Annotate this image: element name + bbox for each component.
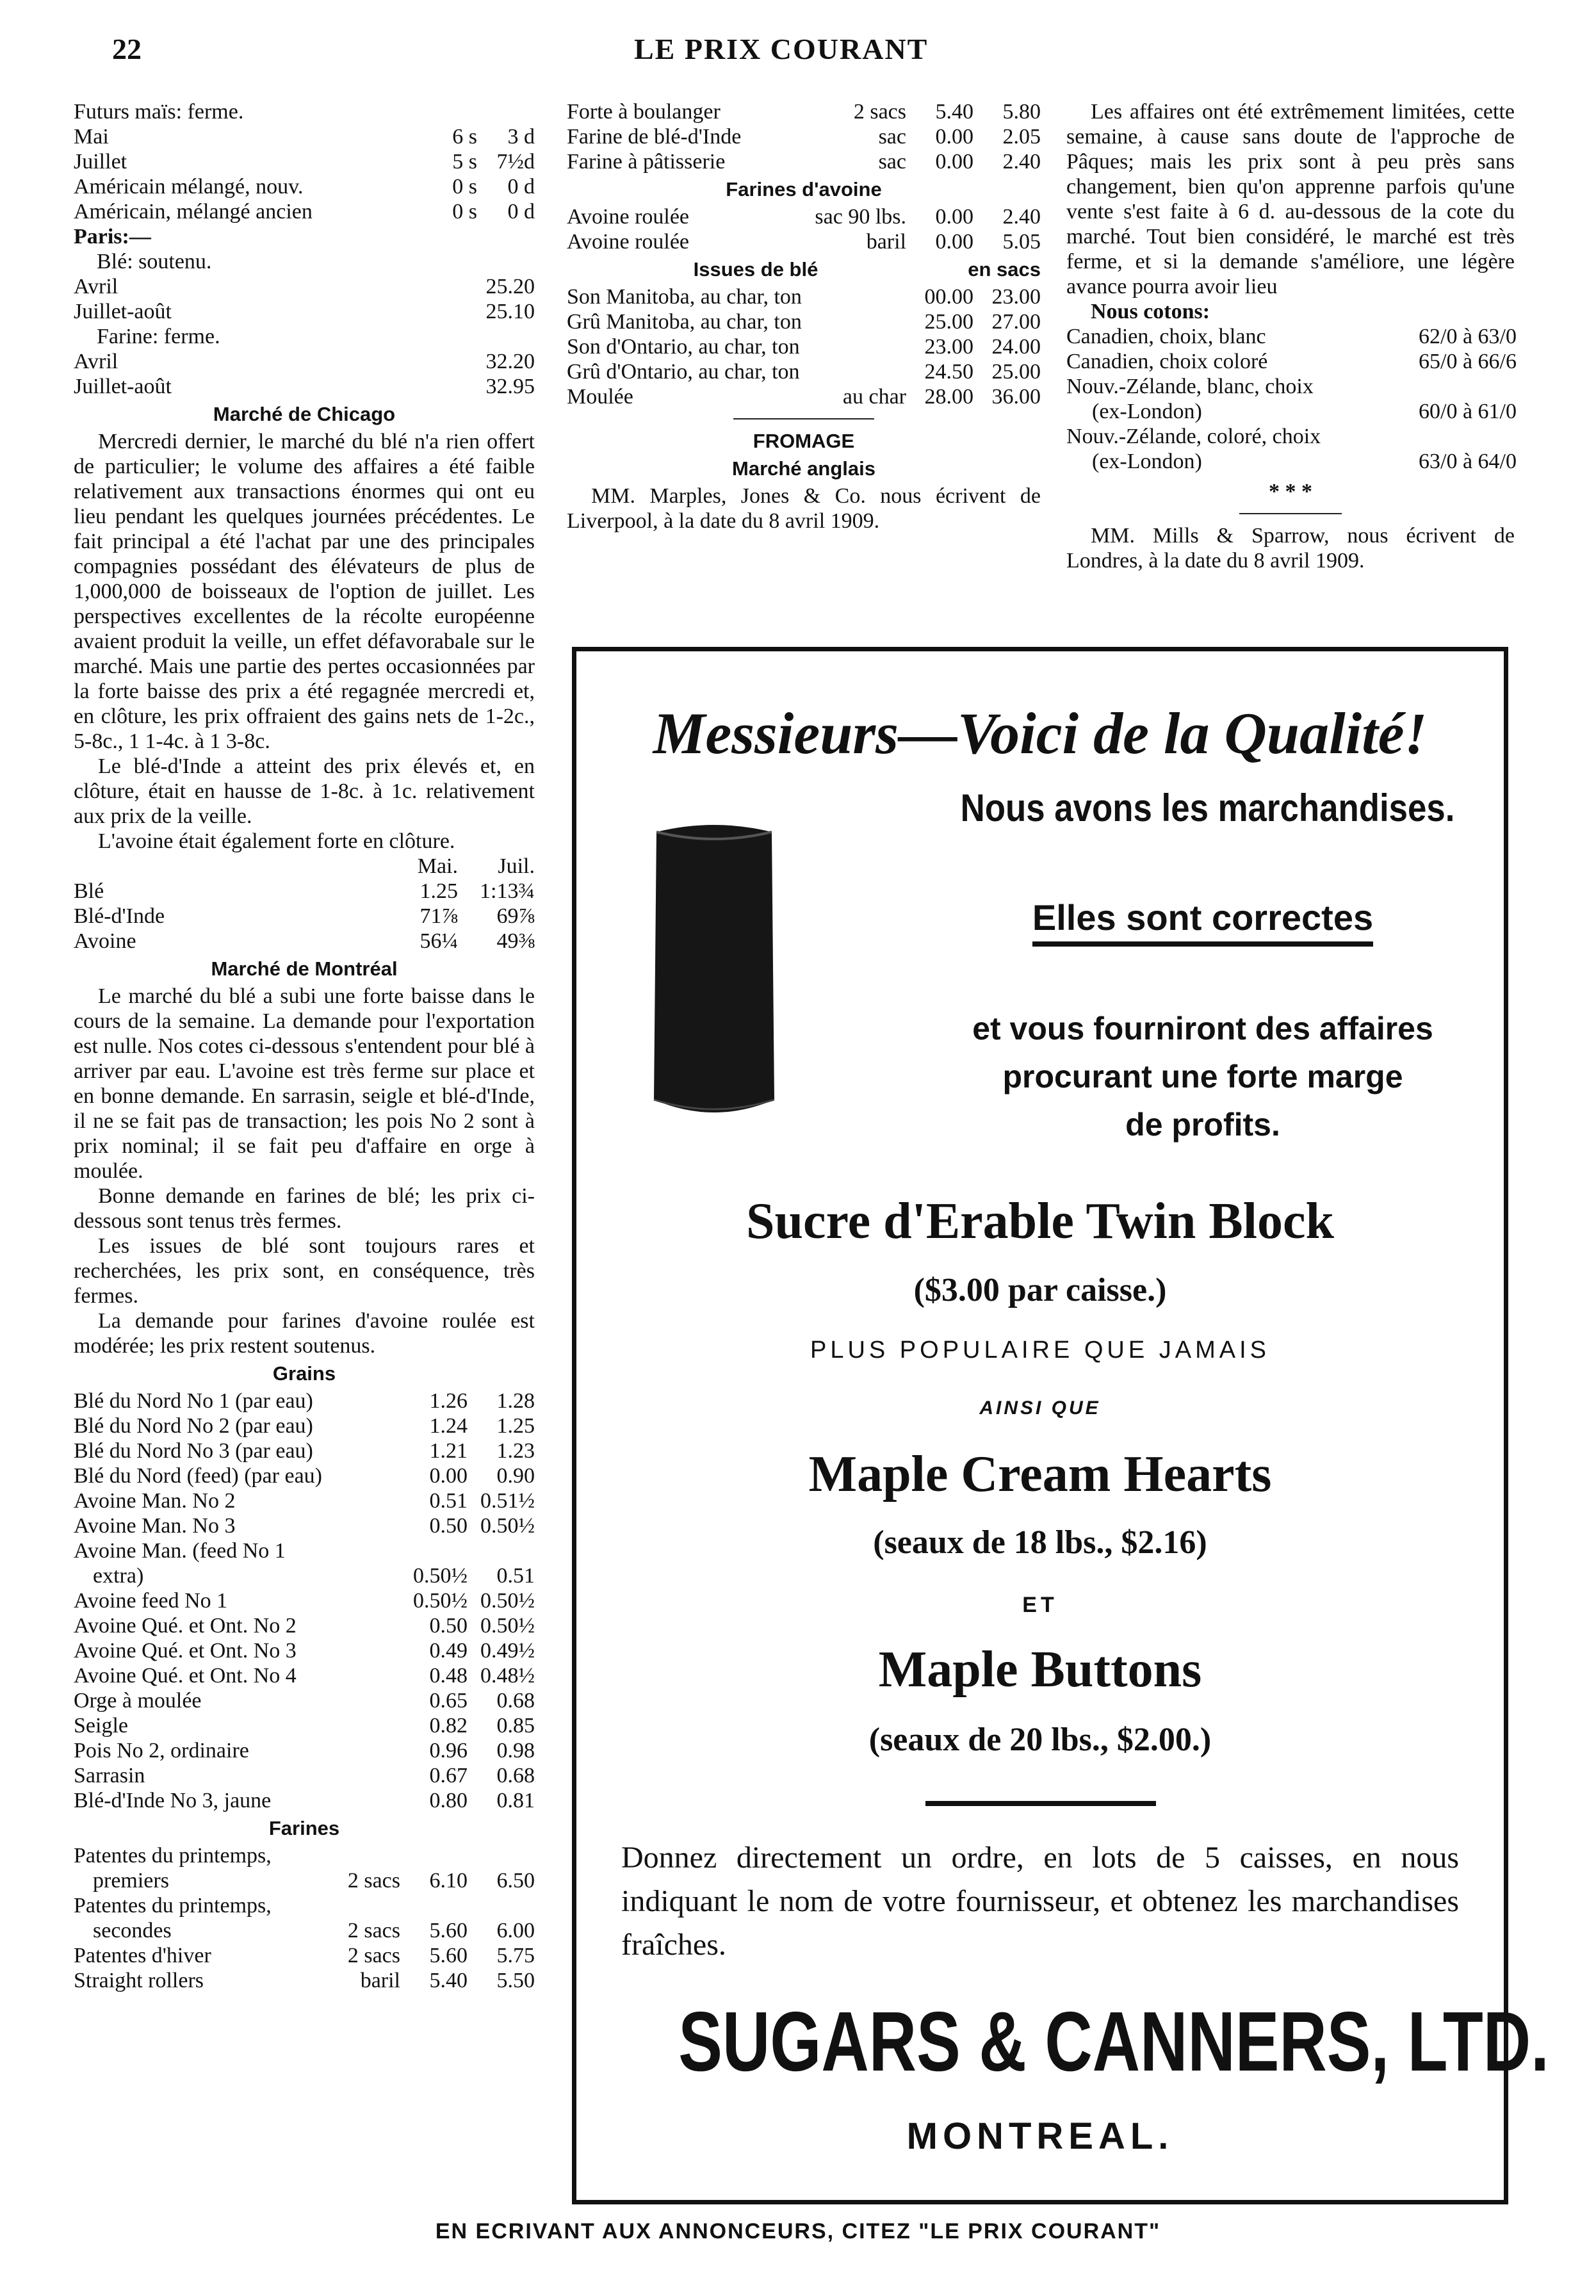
- coton-row-value: [1419, 374, 1515, 399]
- grain-row-label: Avoine feed No 1: [74, 1589, 228, 1613]
- chicago-row-a: 56¼: [419, 929, 458, 953]
- chicago-table: [74, 879, 535, 954]
- grain-row-a: 0.80: [429, 1789, 468, 1812]
- farine-top-row-label: Forte à boulanger: [567, 100, 721, 124]
- grain-row-b: 1.23: [496, 1439, 535, 1463]
- col3-divider: [1239, 513, 1342, 514]
- grain-row-label: Seigle: [74, 1714, 128, 1738]
- farine-top-row-unit: sac: [878, 150, 906, 174]
- avoine-row-label: Avoine roulée: [567, 230, 690, 254]
- chicago-row-label: Blé-d'Inde: [74, 904, 165, 928]
- issues-row-b: 27.00: [991, 310, 1041, 334]
- avoine-table: [567, 204, 1041, 254]
- grain-row-label: Avoine Man. No 3: [74, 1514, 236, 1538]
- ad-order-text: Donnez directement un ordre, en lots de 5 caisses, en nous indiquant le nom de votre fournisseur, et obtenez les marchandises fraîches.: [621, 1841, 1459, 1962]
- ble-heading: Blé: soutenu.: [97, 250, 212, 273]
- chicago-row-label: Avoine: [74, 929, 136, 953]
- grain-row-label: Blé du Nord No 3 (par eau): [74, 1439, 313, 1463]
- futurs-row-label: Juillet: [74, 150, 127, 174]
- farine-top-row-label: Farine à pâtisserie: [567, 150, 726, 174]
- issues-row-a: 24.50: [924, 360, 973, 384]
- grain-row-b: 0.68: [496, 1764, 535, 1787]
- grain-row-b: 1.25: [496, 1414, 535, 1438]
- maple-syrup-can-icon: [637, 818, 791, 1125]
- grain-row: [74, 1613, 535, 1638]
- issues-row: [567, 309, 1041, 334]
- grain-row-label: Avoine Qué. et Ont. No 4: [74, 1664, 297, 1688]
- grain-row-a: 0.67: [429, 1764, 468, 1787]
- farine-price-row: [74, 1843, 535, 1868]
- issues-row-label: Grû Manitoba, au char, ton: [567, 310, 802, 334]
- futurs-row-a: 6 s: [452, 125, 477, 149]
- ad-line-4: procurant une forte marge: [1002, 1059, 1403, 1095]
- farine-price-row-label: secondes: [93, 1919, 172, 1942]
- chicago-paragraph-1: Mercredi dernier, le marché du blé n'a rien offert de particulier; le volume des affaires a été faible relativement aux transactions énormes qui ont eu lieu pendant les quelques journées précédentes. Le fait principal a été l'achat par une des principales compagnies possédant des élévateurs de plus de 1,000,000 de boisseaux de l'option de juillet. Les perspectives excellentes de la récolte européenne avaient produit la veille, un effet défavorabale sur le marché. Mais une partie des pertes occasionnées par la forte baisse des prix a été regagnée mercredi et, en clôture, les prix offraient des gains nets de 1-2c., 5-8c., 1 1-4c. à 1 3-8c.: [74, 430, 535, 753]
- farine-price-row-b: 5.50: [496, 1969, 535, 1992]
- coton-row-label: Canadien, choix coloré: [1066, 350, 1268, 373]
- farine-price-row-unit: 2 sacs: [347, 1919, 400, 1942]
- issues-row: [567, 284, 1041, 309]
- farine-price-row-unit: 2 sacs: [347, 1869, 400, 1893]
- chicago-row: [74, 904, 535, 929]
- ad-product-1: Sucre d'Erable Twin Block: [746, 1193, 1334, 1250]
- ad-company-name: SUGARS & CANNERS, LTD.: [678, 1994, 1549, 2088]
- futurs-row-b: 3 d: [507, 125, 535, 149]
- marche-anglais-heading: Marché anglais: [732, 457, 875, 480]
- coton-row-label: Nouv.-Zélande, coloré, choix: [1066, 425, 1321, 448]
- grain-row: [74, 1763, 535, 1788]
- farine-price-row-label: Patentes du printemps,: [74, 1894, 272, 1917]
- futurs-row-label: Mai: [74, 125, 109, 149]
- farine-price-row-b: 5.75: [496, 1944, 535, 1967]
- farine-top-row-b: 2.05: [1002, 125, 1041, 149]
- futurs-row-a: 5 s: [452, 150, 477, 174]
- grain-row-label: Avoine Qué. et Ont. No 2: [74, 1614, 297, 1638]
- futurs-row: [74, 124, 535, 149]
- ble-row: [74, 299, 535, 324]
- grain-row: [74, 1663, 535, 1688]
- farine-price-row-a: [400, 1843, 468, 1868]
- grain-row: [74, 1738, 535, 1763]
- ad-popular: PLUS POPULAIRE QUE JAMAIS: [810, 1337, 1271, 1364]
- montreal-paragraph-1: Le marché du blé a subi une forte baisse dans le cours de la semaine. La demande pour l'exportation est nulle. Nos cotes ci-dessous s'entendent pour blé à arriver par eau. L'avoine est très ferme sur place et en bonne demande. En sarrasin, seigle et blé-d'Inde, il ne se fait pas de transaction; les pois No 2 sont à prix nominal; il se fait peu d'affaire en orge à moulée.: [74, 984, 535, 1183]
- chicago-row-b: 69⅞: [496, 904, 535, 928]
- montreal-paragraph-4: La demande pour farines d'avoine roulée est modérée; les prix restent soutenus.: [74, 1309, 535, 1358]
- grain-row-a: 0.50: [429, 1614, 468, 1638]
- issues-row: [567, 334, 1041, 359]
- grain-row-b: 0.81: [496, 1789, 535, 1812]
- ble-row-value: 25.10: [485, 300, 535, 323]
- fromage-paragraph: MM. Marples, Jones & Co. nous écrivent de Liverpool, à la date du 8 avril 1909.: [567, 484, 1041, 533]
- cotons-heading: Nous cotons:: [1091, 300, 1210, 323]
- divider: [733, 418, 874, 419]
- grain-row: [74, 1438, 535, 1463]
- farine-price-row-a: [400, 1893, 468, 1918]
- col3-paragraph-1: Les affaires ont été extrêmement limitées, cette semaine, à cause sans doute de l'approche de Pâques; mais les prix sont à peu près sans changement, bien qu'on apprenne parfois qu'une vente s'est faite à 6 d. au-dessous de la cote du marché. Tout bien considéré, le marché est très ferme, et si la demande s'améliore, une légère avance pourra avoir lieu: [1066, 100, 1515, 298]
- issues-row-a: 25.00: [924, 310, 973, 334]
- grain-row-label: extra): [93, 1564, 144, 1588]
- futurs-row-b: 7½d: [496, 150, 535, 174]
- farine-price-row-unit: [323, 1843, 400, 1868]
- futurs-row-a: 0 s: [452, 175, 477, 199]
- ad-line-1: Nous avons les marchandises.: [960, 786, 1455, 829]
- farine-row-label: Juillet-août: [74, 375, 172, 398]
- futurs-row: [74, 199, 535, 224]
- grain-row: [74, 1713, 535, 1738]
- ad-price-3: (seaux de 20 lbs., $2.00.): [868, 1722, 1212, 1758]
- farine-top-row-a: 5.40: [935, 100, 973, 124]
- grain-row: [74, 1388, 535, 1413]
- coton-row-label: Canadien, choix, blanc: [1066, 325, 1266, 348]
- farine-top-row: [567, 124, 1041, 149]
- issues-heading: Issues de blé: [693, 258, 818, 281]
- grain-row-b: 0.51½: [480, 1489, 535, 1513]
- farine-price-row: [74, 1918, 535, 1943]
- grain-row-a: 0.50½: [413, 1564, 468, 1588]
- grain-row-b: 0.49½: [480, 1639, 535, 1663]
- avoine-row: [567, 204, 1041, 229]
- grain-row-a: 0.50½: [413, 1589, 468, 1613]
- avoine-row-unit: sac 90 lbs.: [815, 205, 906, 229]
- farine-price-row: [74, 1893, 535, 1918]
- issues-row-unit: au char: [842, 385, 906, 409]
- grain-row-a: 0.96: [429, 1739, 468, 1763]
- issues-row-a: 00.00: [924, 285, 973, 309]
- avoine-row-b: 2.40: [1002, 205, 1041, 229]
- grain-row: [74, 1588, 535, 1613]
- issues-table: [567, 284, 1041, 409]
- issues-row-a: 23.00: [924, 335, 973, 359]
- farine-price-row-a: 5.60: [429, 1944, 468, 1967]
- farine-row: [74, 349, 535, 374]
- paris-heading: Paris:—: [74, 225, 151, 248]
- farine-heading: Farine: ferme.: [97, 325, 220, 348]
- grain-row-a: 0.50: [429, 1514, 468, 1538]
- grain-row-a: 1.21: [429, 1439, 468, 1463]
- coton-row: [1066, 349, 1515, 374]
- grain-row-a: 0.51: [429, 1489, 468, 1513]
- grain-row-label: Avoine Man. No 2: [74, 1489, 236, 1513]
- issues-unit: en sacs: [968, 258, 1041, 281]
- grain-row-a: 0.65: [429, 1689, 468, 1713]
- issues-row: [567, 359, 1041, 384]
- grain-row: [74, 1488, 535, 1513]
- farine-list: [74, 349, 535, 399]
- ad-line-2-text: Elles sont correctes: [1032, 897, 1373, 947]
- grain-row-a: 1.26: [429, 1389, 468, 1413]
- avoine-row-a: 0.00: [935, 205, 973, 229]
- chicago-heading: Marché de Chicago: [213, 403, 396, 425]
- futurs-row-b: 0 d: [507, 175, 535, 199]
- coton-row-value: 65/0 à 66/6: [1419, 350, 1517, 373]
- grain-row-b: 0.51: [496, 1564, 535, 1588]
- grain-row-b: 0.85: [496, 1714, 535, 1738]
- montreal-paragraph-2: Bonne demande en farines de blé; les prix ci-dessous sont tenus très fermes.: [74, 1184, 535, 1233]
- farine-top-row-b: 5.80: [1002, 100, 1041, 124]
- grain-row-b: 0.50½: [480, 1589, 535, 1613]
- futurs-heading: Futurs maïs: ferme.: [74, 100, 244, 124]
- issues-row-label: Son d'Ontario, au char, ton: [567, 335, 800, 359]
- chicago-row: [74, 879, 535, 904]
- farine-price-row-b: 6.50: [496, 1869, 535, 1893]
- ble-row-label: Avril: [74, 275, 118, 298]
- issues-row: [567, 384, 1041, 409]
- farine-price-row: [74, 1943, 535, 1968]
- chicago-row-b: 49⅜: [496, 929, 535, 953]
- grain-row-label: Blé du Nord (feed) (par eau): [74, 1464, 322, 1488]
- grain-row: [74, 1688, 535, 1713]
- issues-row-b: 36.00: [991, 385, 1041, 409]
- grain-row-label: Blé du Nord No 1 (par eau): [74, 1389, 313, 1413]
- grain-row-b: 0.68: [496, 1689, 535, 1713]
- ble-row-value: 25.20: [485, 275, 535, 298]
- futurs-list: [74, 124, 535, 224]
- grain-row: [74, 1788, 535, 1813]
- ad-line-3: et vous fourniront des affaires: [972, 1011, 1433, 1046]
- ad-price-2: (seaux de 18 lbs., $2.16): [873, 1524, 1207, 1561]
- farine-top-row-unit: 2 sacs: [853, 100, 906, 124]
- coton-row-label: Nouv.-Zélande, blanc, choix: [1066, 375, 1314, 398]
- grain-row: [74, 1638, 535, 1663]
- grain-row-a: 0.48: [429, 1664, 468, 1688]
- coton-row-label: (ex-London): [1092, 400, 1202, 423]
- issues-row-label: Grû d'Ontario, au char, ton: [567, 360, 800, 384]
- futurs-row-a: 0 s: [452, 200, 477, 224]
- grain-row-b: 0.90: [496, 1464, 535, 1488]
- farine-top-row-unit: sac: [878, 125, 906, 149]
- grain-row-label: Blé du Nord No 2 (par eau): [74, 1414, 313, 1438]
- grains-heading: Grains: [272, 1362, 336, 1385]
- grains-table: [74, 1388, 535, 1813]
- farine-price-row-a: 5.60: [429, 1919, 468, 1942]
- issues-row-b: 23.00: [991, 285, 1041, 309]
- grain-row-b: 1.28: [496, 1389, 535, 1413]
- farine-price-row-unit: baril: [360, 1969, 400, 1992]
- grain-row-a: 0.82: [429, 1714, 468, 1738]
- montreal-heading: Marché de Montréal: [211, 957, 398, 980]
- grain-row-label: Avoine Qué. et Ont. No 3: [74, 1639, 297, 1663]
- grain-row-label: Avoine Man. (feed No 1: [74, 1539, 286, 1563]
- ad-line-2: [927, 897, 1478, 938]
- chicago-row-a: 1.25: [419, 879, 458, 903]
- farine-top-row-b: 2.40: [1002, 150, 1041, 174]
- futurs-row-label: Américain, mélangé ancien: [74, 200, 313, 224]
- farine-row-label: Avril: [74, 350, 118, 373]
- farine-price-row-label: Straight rollers: [74, 1969, 204, 1992]
- issues-row-label: Moulée: [567, 385, 633, 409]
- issues-heading-row: [567, 257, 1041, 282]
- farine-price-row-a: 6.10: [429, 1869, 468, 1893]
- coton-row-value: 63/0 à 64/0: [1419, 450, 1517, 473]
- column-3: [1066, 99, 1515, 573]
- grain-row-label: Pois No 2, ordinaire: [74, 1739, 249, 1763]
- grain-row-a: 0.49: [429, 1639, 468, 1663]
- grain-row-a: 1.24: [429, 1414, 468, 1438]
- grain-row-b: 0.98: [496, 1739, 535, 1763]
- cotons-table: [1066, 324, 1515, 474]
- chicago-row-b: 1:13¾: [480, 879, 535, 903]
- farine-top-row: [567, 99, 1041, 124]
- ad-product-2: Maple Cream Hearts: [808, 1446, 1272, 1502]
- col3-paragraph-2: MM. Mills & Sparrow, nous écrivent de Londres, à la date du 8 avril 1909.: [1066, 524, 1515, 573]
- grain-row-label: Sarrasin: [74, 1764, 145, 1787]
- ad-city: MONTREAL.: [906, 2115, 1174, 2157]
- farine-top-row-a: 0.00: [935, 150, 973, 174]
- ad-ainsi-que: AINSI QUE: [979, 1397, 1101, 1419]
- farines-table: [74, 1843, 535, 1993]
- coton-row-value: 62/0 à 63/0: [1419, 325, 1517, 348]
- grain-row: [74, 1413, 535, 1438]
- grain-row-a: 0.00: [429, 1464, 468, 1488]
- montreal-paragraph-3: Les issues de blé sont toujours rares et recherchées, les prix sont, en conséquence, très fermes.: [74, 1234, 535, 1308]
- futurs-row-label: Américain mélangé, nouv.: [74, 175, 304, 199]
- column-2: [567, 99, 1041, 533]
- chicago-col-a: Mai.: [417, 854, 458, 878]
- farine-price-row: [74, 1868, 535, 1893]
- coton-row-value: [1419, 424, 1515, 449]
- page-number: 22: [112, 33, 142, 65]
- futurs-row-b: 0 d: [507, 200, 535, 224]
- coton-row-label: (ex-London): [1092, 450, 1202, 473]
- coton-row: [1066, 374, 1515, 399]
- farine-row-value: 32.95: [485, 375, 535, 398]
- farine-price-row-unit: [323, 1893, 400, 1918]
- chicago-row-label: Blé: [74, 879, 104, 903]
- farine-price-row-b: [468, 1843, 535, 1868]
- farine-price-row-b: [468, 1893, 535, 1918]
- futurs-row: [74, 149, 535, 174]
- farine-price-row-label: Patentes d'hiver: [74, 1944, 211, 1967]
- ad-et: ET: [1022, 1593, 1058, 1617]
- advertisement-box: [572, 647, 1549, 2204]
- farine-row: [74, 374, 535, 399]
- ad-divider: [925, 1801, 1156, 1806]
- coton-row: [1066, 324, 1515, 349]
- ad-price-1: ($3.00 par caisse.): [913, 1272, 1167, 1308]
- ble-row: [74, 274, 535, 299]
- chicago-paragraph-3: L'avoine était également forte en clôture.: [98, 829, 455, 853]
- grain-row-b: 0.48½: [480, 1664, 535, 1688]
- avoine-row: [567, 229, 1041, 254]
- farine-price-row-label: premiers: [93, 1869, 169, 1893]
- chicago-row-a: 71⅞: [419, 904, 458, 928]
- coton-row: [1066, 449, 1515, 474]
- futurs-row: [74, 174, 535, 199]
- grain-row: [74, 1538, 535, 1563]
- grain-row-b: 0.50½: [480, 1514, 535, 1538]
- farine-top-row-a: 0.00: [935, 125, 973, 149]
- issues-row-label: Son Manitoba, au char, ton: [567, 285, 802, 309]
- grain-row-b: 0.50½: [480, 1614, 535, 1638]
- grain-row: [74, 1463, 535, 1488]
- farine-price-row-b: 6.00: [496, 1919, 535, 1942]
- grain-row: [74, 1563, 535, 1588]
- chicago-col-b: Juil.: [498, 854, 535, 878]
- farine-price-row-a: 5.40: [429, 1969, 468, 1992]
- avoine-row-b: 5.05: [1002, 230, 1041, 254]
- avoine-row-label: Avoine roulée: [567, 205, 690, 229]
- issues-row-a: 28.00: [924, 385, 973, 409]
- avoine-row-a: 0.00: [935, 230, 973, 254]
- stars-separator: * * *: [1269, 480, 1312, 503]
- avoine-heading: Farines d'avoine: [726, 178, 882, 200]
- avoine-row-unit: baril: [866, 230, 906, 254]
- farine-top-row-label: Farine de blé-d'Inde: [567, 125, 742, 149]
- chicago-column-headers: [74, 854, 535, 879]
- farine-price-row: [74, 1968, 535, 1993]
- column-1: [74, 99, 535, 1993]
- farine-row-value: 32.20: [485, 350, 535, 373]
- farine-price-row-label: Patentes du printemps,: [74, 1844, 272, 1868]
- farine-top-row: [567, 149, 1041, 174]
- chicago-row: [74, 929, 535, 954]
- page-footer: EN ECRIVANT AUX ANNONCEURS, CITEZ "LE PRIX COURANT": [435, 2219, 1161, 2243]
- grain-row-a: [400, 1538, 468, 1563]
- grain-row-b: [468, 1538, 535, 1563]
- ble-list: [74, 274, 535, 324]
- grain-row-label: Orge à moulée: [74, 1689, 202, 1713]
- fromage-heading: FROMAGE: [753, 430, 855, 452]
- ble-row-label: Juillet-août: [74, 300, 172, 323]
- grain-row: [74, 1513, 535, 1538]
- ad-product-3: Maple Buttons: [878, 1641, 1202, 1698]
- coton-row: [1066, 424, 1515, 449]
- issues-row-b: 25.00: [991, 360, 1041, 384]
- coton-row-value: 60/0 à 61/0: [1419, 400, 1517, 423]
- coton-row: [1066, 399, 1515, 424]
- issues-row-b: 24.00: [991, 335, 1041, 359]
- farine-price-row-unit: 2 sacs: [347, 1944, 400, 1967]
- chicago-paragraph-2: Le blé-d'Inde a atteint des prix élevés et, en clôture, était en hausse de 1-8c. à 1c. relativement aux prix de la veille.: [74, 754, 535, 828]
- page-title: LE PRIX COURANT: [634, 33, 929, 65]
- grain-row-label: Blé-d'Inde No 3, jaune: [74, 1789, 272, 1812]
- farines-top-table: [567, 99, 1041, 174]
- farines-heading: Farines: [268, 1817, 340, 1839]
- ad-line-5: de profits.: [1125, 1107, 1280, 1143]
- ad-headline: Messieurs—Voici de la Qualité!: [653, 701, 1428, 766]
